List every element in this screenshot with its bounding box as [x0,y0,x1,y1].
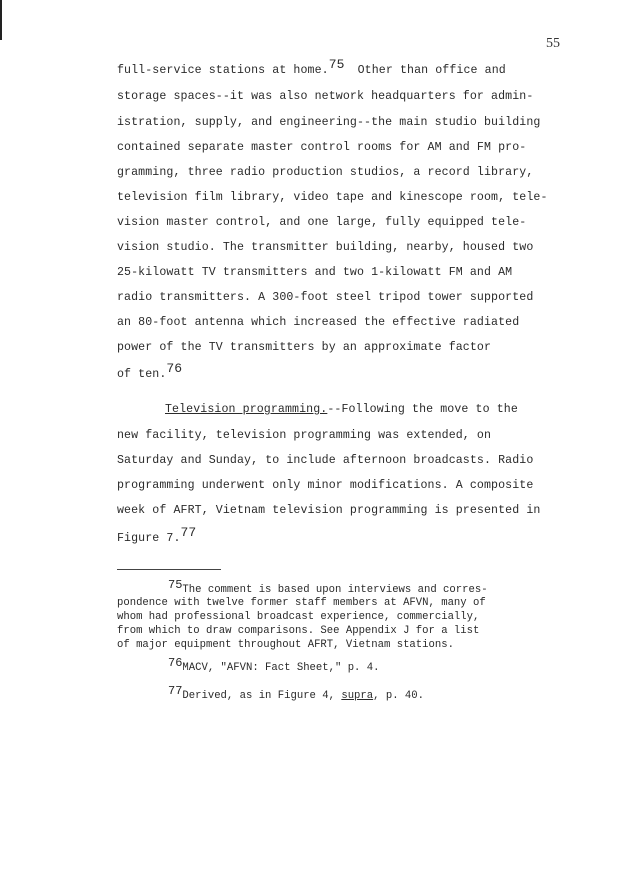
footnote-75-line: pondence with twelve former staff members at AFVN, many of [117,597,486,609]
footnote-ref-77: 77 [180,525,197,540]
footnote-76 [168,656,380,674]
page-number: 55 [546,36,560,51]
body-line: power of the TV transmitters by an approximate factor [117,341,492,354]
body-line: contained separate master control rooms for AM and FM pro- [117,141,527,154]
body-line: gramming, three radio production studios, a record library, [117,166,534,179]
line-text: The comment is based upon interviews and corres- [182,584,488,596]
footnote-75-line: of major equipment throughout AFRT, Vietnam stations. [117,639,454,651]
body-line: 25-kilowatt TV transmitters and two 1-kilowatt FM and AM [117,266,513,279]
body-line: vision master control, and one large, fully equipped tele- [117,216,527,229]
line-text: Figure 7. [117,532,181,545]
footnote-number: 77 [168,684,183,698]
footnote-rule [117,569,221,570]
supra-text: supra [341,690,374,702]
body-line: istration, supply, and engineering--the main studio building [117,116,541,129]
footnote-number: 75 [168,578,183,592]
footnote-75-line: whom had professional broadcast experience, commercially, [117,611,480,623]
footnote-75-line: from which to draw comparisons. See Appendix J for a list [117,625,480,637]
line-text: MACV, "AFVN: Fact Sheet," p. 4. [182,662,380,674]
body-line: television film library, video tape and kinescope room, tele- [117,191,548,204]
section-heading: Television programming. [165,403,328,416]
body-line [117,361,183,381]
line-text: , p. 40. [373,690,424,702]
footnote-75-line [168,578,488,596]
body-line [165,403,518,416]
body-line: week of AFRT, Vietnam television programming is presented in [117,504,541,517]
footnote-ref-76: 76 [166,361,183,376]
line-text: Other than office and [357,64,506,77]
line-text: full-service stations at home. [117,64,329,77]
body-line: programming underwent only minor modifications. A composite [117,479,534,492]
line-text: --Following the move to the [327,403,518,416]
scan-edge-mark [0,0,2,40]
body-line: radio transmitters. A 300-foot steel tripod tower supported [117,291,534,304]
body-line: an 80-foot antenna which increased the effective radiated [117,316,520,329]
body-line: storage spaces--it was also network headquarters for admin- [117,90,534,103]
line-text: of ten. [117,368,167,381]
footnote-77 [168,684,424,702]
body-line [117,57,506,77]
body-line: vision studio. The transmitter building, nearby, housed two [117,241,534,254]
line-text: Derived, as in Figure 4, [182,690,342,702]
footnote-number: 76 [168,656,183,670]
body-line: Saturday and Sunday, to include afternoon broadcasts. Radio [117,454,534,467]
body-line [117,525,197,545]
body-line: new facility, television programming was extended, on [117,429,492,442]
footnote-ref-75: 75 [328,57,345,72]
